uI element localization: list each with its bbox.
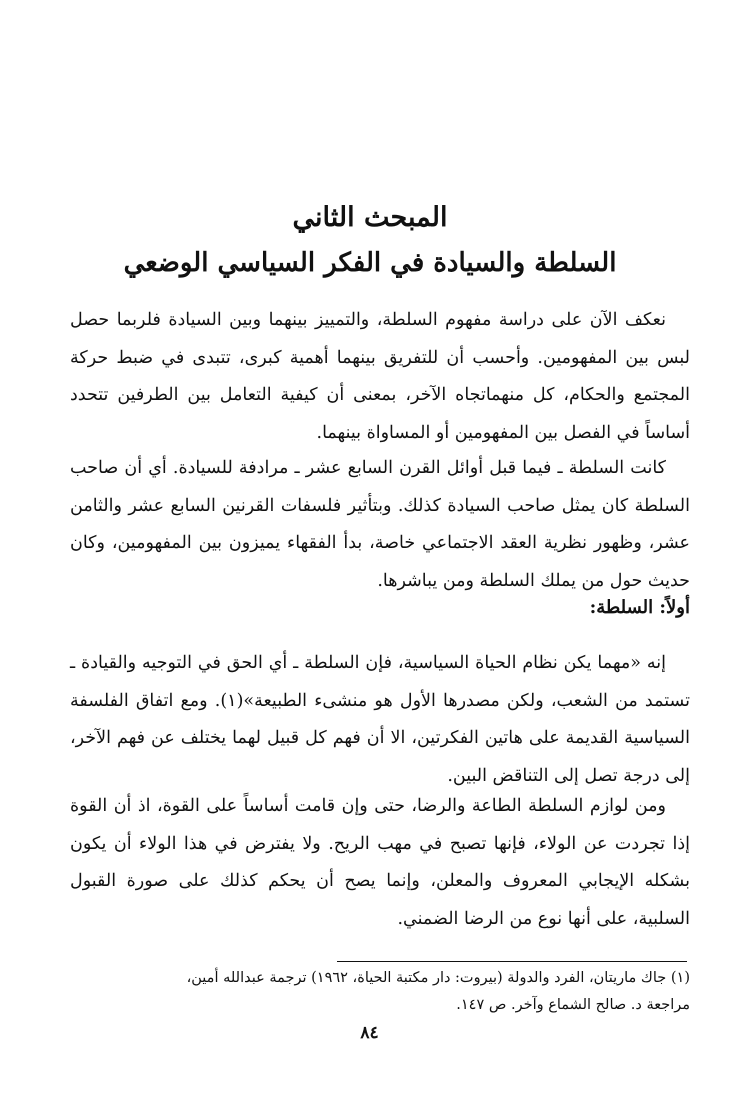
paragraph-text: ومن لوازم السلطة الطاعة والرضا، حتى وإن قامت أساساً على القوة، اذ أن القوة إذا تجردت عن الولاء، فإنها تصبح في مهب الريح. ولا يفترض في هذا الولاء أن يكون بشكله الإيجابي المعروف والمعلن، وإنما يصح أن يحكم كذلك على صورة القبول السلبية، على أنها نوع من الرضا الضمني. — [70, 796, 691, 929]
footnote — [70, 965, 690, 1019]
chapter-subtitle: السلطة والسيادة في الفكر السياسي الوضعي — [123, 248, 617, 278]
paragraph-text: إنه «مهما يكن نظام الحياة السياسية، فإن السلطة ـ أي الحق في التوجيه والقيادة ـ تستمد من الشعب، ولكن مصدرها الأول هو منشىء الطبيعة»(١). ومع اتفاق الفلسفة السياسية القديمة على هاتين الفكرتين، الا أن فهم كل قبيل لهما يختلف عن فهم الآخر، إلى درجة تصل إلى التناقض البين. — [70, 653, 690, 786]
paragraph-history — [70, 450, 690, 600]
footnote-divider — [337, 961, 687, 962]
paragraph-quote — [70, 645, 690, 795]
chapter-header — [60, 198, 680, 282]
paragraph-obedience — [70, 788, 690, 938]
footnote-line-1: (١) جاك ماريتان، الفرد والدولة (بيروت: دار مكتبة الحياة، ١٩٦٢) ترجمة عبدالله أمين، — [186, 970, 690, 986]
paragraph-text: نعكف الآن على دراسة مفهوم السلطة، والتمييز بينهما وبين السيادة فلربما حصل لبس بين المفهومين. وأحسب أن للتفريق بينهما أهمية كبرى، تتبدى في ضبط حركة المجتمع والحكام، كل منهماتجاه الآخر، بمعنى أن كيفية التعامل بين الطرفين تتحدد أساساً في الفصل بين المفهومين أو المساواة بينهما. — [70, 310, 690, 443]
footnote-line-2: مراجعة د. صالح الشماع وآخر. ص ١٤٧. — [456, 997, 690, 1013]
section-heading: أولاً: السلطة: — [589, 597, 690, 618]
paragraph-text: كانت السلطة ـ فيما قبل أوائل القرن السابع عشر ـ مرادفة للسيادة. أي أن صاحب السلطة كان يمثل صاحب السيادة كذلك. وبتأثير فلسفات القرنين السابع عشر والثامن عشر، وظهور نظرية العقد الاجتماعي خاصة، بدأ الفقهاء يميزون بين المفهومين، وكان حديث حول من يملك السلطة ومن يباشرها. — [70, 458, 690, 591]
page-number: ٨٤ — [360, 1023, 379, 1043]
paragraph-intro — [70, 302, 690, 452]
chapter-title: المبحث الثاني — [292, 202, 448, 233]
